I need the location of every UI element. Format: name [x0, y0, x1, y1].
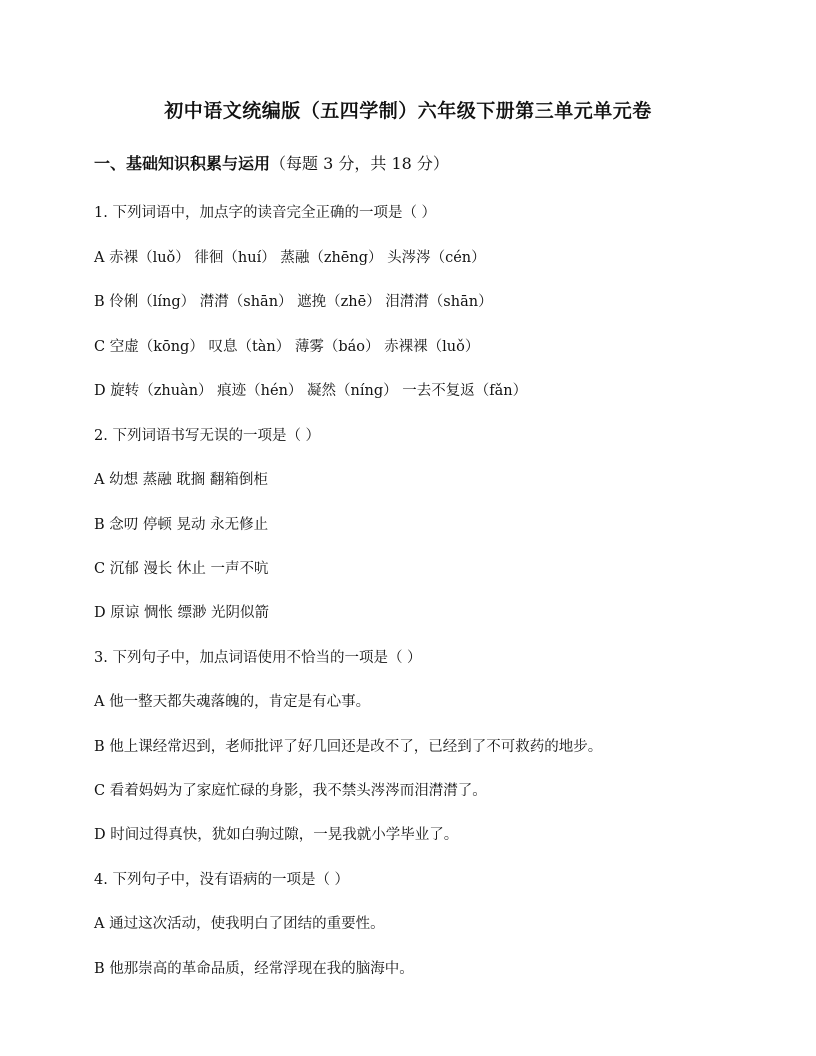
question-1-option-c: C 空虚（kōng） 叹息（tàn） 薄雾（báo） 赤裸裸（luǒ）: [94, 339, 480, 355]
section-score-note: （每题 3 分，共 18 分）: [270, 154, 449, 173]
section-heading: [94, 151, 449, 174]
question-3-option-b: B 他上课经常迟到，老师批评了好几回还是改不了，已经到了不可救药的地步。: [94, 739, 603, 755]
question-3-option-a: A 他一整天都失魂落魄的，肯定是有心事。: [94, 694, 371, 710]
question-2-option-d: D 原谅 惆怅 缥渺 光阴似箭: [94, 605, 270, 621]
question-1-option-b: B 伶俐（líng） 潸潸（shān） 遮挽（zhē） 泪潸潸（shān）: [94, 294, 493, 310]
question-3: 3. 下列句子中，加点词语使用不恰当的一项是（ ）: [94, 650, 422, 666]
question-2-option-b: B 念叨 停顿 晃动 永无修止: [94, 517, 269, 533]
question-1-option-a: A 赤裸（luǒ） 徘徊（huí） 蒸融（zhēng） 头涔涔（cén）: [94, 250, 486, 266]
question-3-option-d: D 时间过得真快，犹如白驹过隙，一晃我就小学毕业了。: [94, 827, 459, 843]
question-4-option-b: B 他那崇高的革命品质，经常浮现在我的脑海中。: [94, 961, 414, 977]
question-1: 1. 下列词语中，加点字的读音完全正确的一项是（ ）: [94, 205, 437, 221]
question-2-option-a: A 幼想 蒸融 耽搁 翻箱倒柜: [94, 472, 268, 488]
page-title: 初中语文统编版（五四学制）六年级下册第三单元单元卷: [164, 100, 652, 122]
question-3-option-c: C 看着妈妈为了家庭忙碌的身影，我不禁头涔涔而泪潸潸了。: [94, 783, 487, 799]
question-4-option-a: A 通过这次活动，使我明白了团结的重要性。: [94, 916, 385, 932]
section-title: 一、基础知识积累与运用: [94, 154, 271, 173]
question-4: 4. 下列句子中，没有语病的一项是（ ）: [94, 872, 350, 888]
question-2: 2. 下列词语书写无误的一项是（ ）: [94, 428, 321, 444]
question-2-option-c: C 沉郁 漫长 休止 一声不吭: [94, 561, 269, 577]
question-1-option-d: D 旋转（zhuàn） 痕迹（hén） 凝然（níng） 一去不复返（fǎn）: [94, 383, 528, 399]
